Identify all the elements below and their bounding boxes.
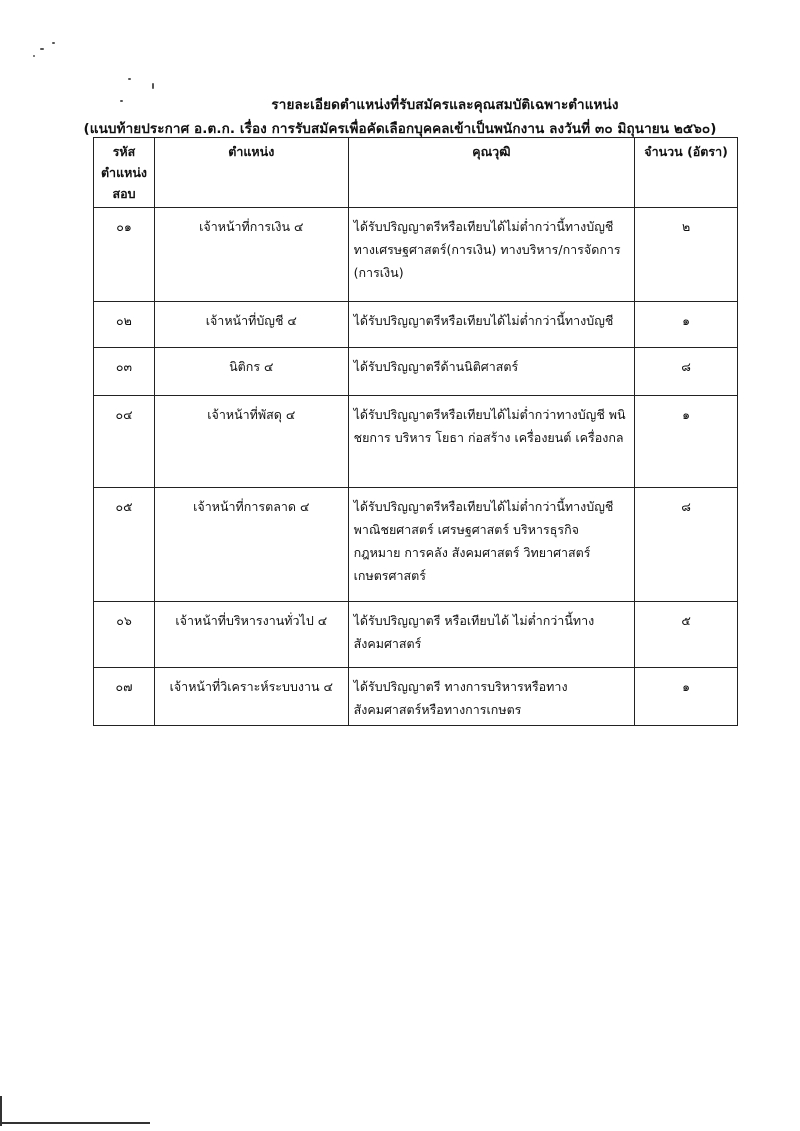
positions-table <box>93 137 738 726</box>
table-row <box>94 396 738 488</box>
row-code: ๐๖ <box>94 602 155 668</box>
header-position: ตำแหน่ง <box>154 138 348 208</box>
table-row <box>94 208 738 302</box>
row-code: ๐๔ <box>94 396 155 488</box>
row-code: ๐๒ <box>94 302 155 348</box>
row-code: ๐๑ <box>94 208 155 302</box>
table-row <box>94 302 738 348</box>
row-position: นิติกร ๔ <box>154 348 348 396</box>
row-qualification: ได้รับปริญญาตรี หรือเทียบได้ ไม่ต่ำกว่านี้ทาง สังคมศาสตร์ <box>348 602 635 668</box>
row-qualification: ได้รับปริญญาตรีด้านนิติศาสตร์ <box>348 348 635 396</box>
row-code: ๐๕ <box>94 488 155 602</box>
scan-speck <box>152 83 154 89</box>
row-count: ๕ <box>635 602 738 668</box>
row-position: เจ้าหน้าที่การเงิน ๔ <box>154 208 348 302</box>
scan-speck <box>128 78 131 80</box>
table-row <box>94 348 738 396</box>
table-header-row <box>94 138 738 208</box>
scan-speck <box>33 55 35 57</box>
table-row <box>94 488 738 602</box>
row-count: ๘ <box>635 488 738 602</box>
row-count: ๑ <box>635 668 738 726</box>
header-qualification: คุณวุฒิ <box>348 138 635 208</box>
row-position: เจ้าหน้าที่วิเคราะห์ระบบงาน ๔ <box>154 668 348 726</box>
table-row <box>94 602 738 668</box>
row-qualification: ได้รับปริญญาตรีหรือเทียบได้ไม่ต่ำกว่านี้ทางบัญชี <box>348 302 635 348</box>
document-subtitle: (แนบท้ายประกาศ อ.ต.ก. เรื่อง การรับสมัครเพื่อคัดเลือกบุคคลเข้าเป็นพนักงาน ลงวันที่ ๓๐ มิถุนายน ๒๕๖๐) <box>83 121 717 137</box>
header-count: จำนวน (อัตรา) <box>635 138 738 208</box>
row-qualification: ได้รับปริญญาตรี ทางการบริหารหรือทาง สังคมศาสตร์หรือทางการเกษตร <box>348 668 635 726</box>
scan-speck <box>40 48 44 50</box>
row-qualification: ได้รับปริญญาตรีหรือเทียบได้ไม่ต่ำกว่าทางบัญชี พนิชยการ บริหาร โยธา ก่อสร้าง เครื่องยนต์ เครื่องกล <box>348 396 635 488</box>
row-position: เจ้าหน้าที่พัสดุ ๔ <box>154 396 348 488</box>
row-code: ๐๗ <box>94 668 155 726</box>
document-title: รายละเอียดตำแหน่งที่รับสมัครและคุณสมบัติเฉพาะตำแหน่ง <box>271 97 619 113</box>
row-position: เจ้าหน้าที่บัญชี ๔ <box>154 302 348 348</box>
header-code: รหัส ตำแหน่ง สอบ <box>94 138 155 208</box>
row-code: ๐๓ <box>94 348 155 396</box>
row-count: ๒ <box>635 208 738 302</box>
row-position: เจ้าหน้าที่บริหารงานทั่วไป ๔ <box>154 602 348 668</box>
row-count: ๘ <box>635 348 738 396</box>
row-count: ๑ <box>635 302 738 348</box>
scan-speck <box>52 42 55 44</box>
row-qualification: ได้รับปริญญาตรีหรือเทียบได้ไม่ต่ำกว่านี้ทางบัญชี ทางเศรษฐศาสตร์(การเงิน) ทางบริหาร/การจัดการ (การเงิน) <box>348 208 635 302</box>
table-row <box>94 668 738 726</box>
row-count: ๑ <box>635 396 738 488</box>
row-position: เจ้าหน้าที่การตลาด ๔ <box>154 488 348 602</box>
row-qualification: ได้รับปริญญาตรีหรือเทียบได้ไม่ต่ำกว่านี้ทางบัญชี พาณิชยศาสตร์ เศรษฐศาสตร์ บริหารธุรกิจ กฎหมาย การคลัง สังคมศาสตร์ วิทยาศาสตร์ เกษตรศาสตร์ <box>348 488 635 602</box>
scan-edge-line <box>0 1122 150 1124</box>
